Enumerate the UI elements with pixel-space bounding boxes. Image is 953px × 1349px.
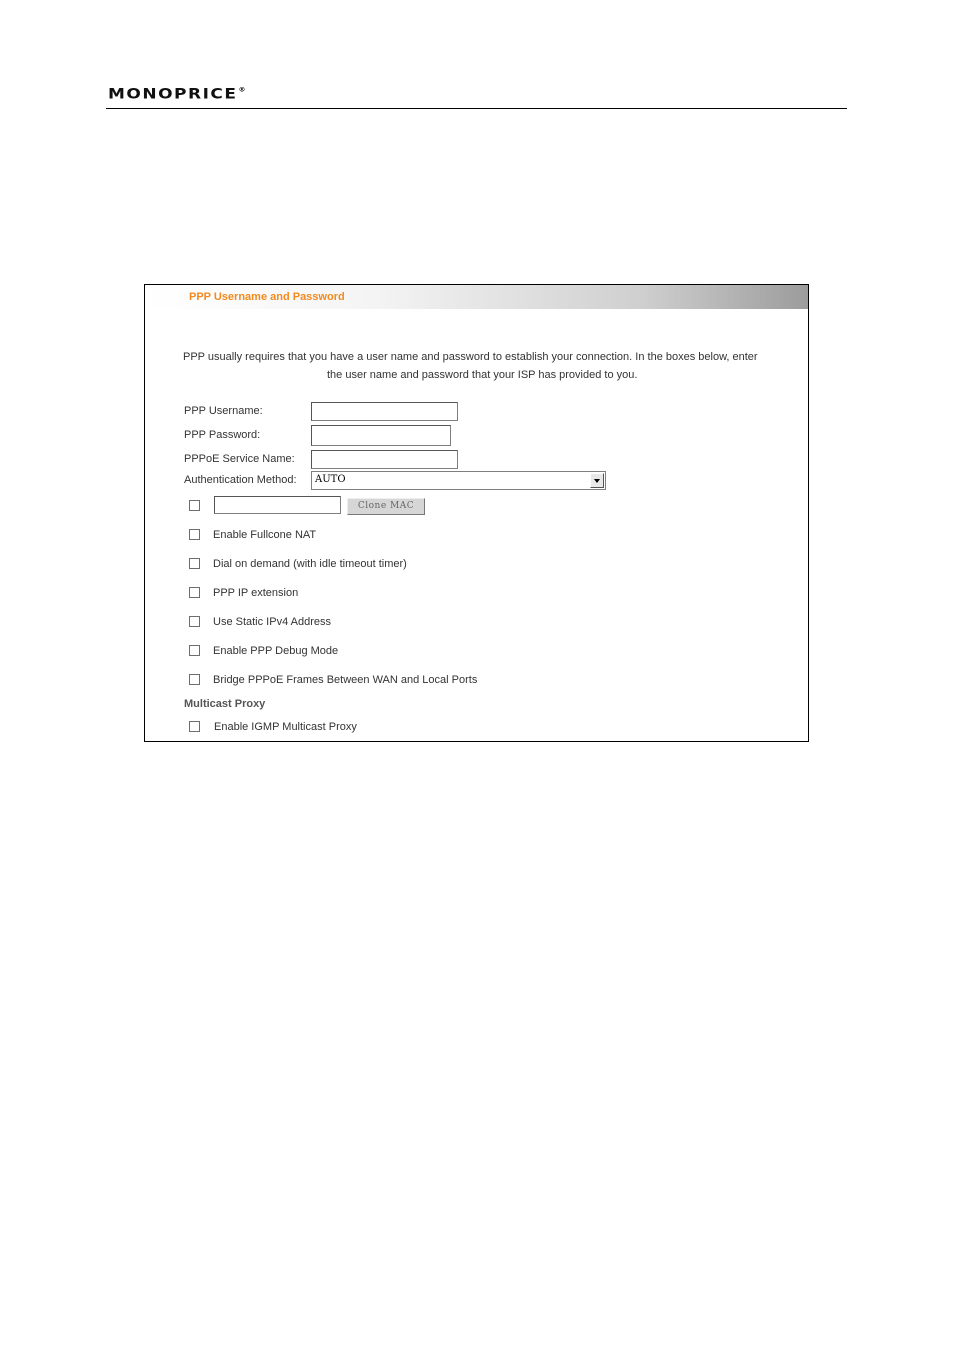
logo bbox=[108, 86, 245, 102]
panel-header bbox=[145, 285, 808, 309]
password-input[interactable] bbox=[311, 425, 451, 446]
username-label: PPP Username: bbox=[184, 405, 263, 417]
fullcone-nat-checkbox[interactable] bbox=[189, 529, 200, 540]
dial-on-demand-checkbox[interactable] bbox=[189, 558, 200, 569]
dial-on-demand-label: Dial on demand (with idle timeout timer) bbox=[213, 558, 407, 570]
ppp-debug-checkbox[interactable] bbox=[189, 645, 200, 656]
mac-address-input[interactable] bbox=[214, 496, 341, 514]
static-ipv4-label: Use Static IPv4 Address bbox=[213, 616, 331, 628]
logo-text: MONOPRICE bbox=[108, 86, 238, 103]
username-input[interactable] bbox=[311, 402, 458, 421]
header-divider bbox=[106, 108, 847, 109]
clone-mac-button[interactable]: Clone MAC bbox=[347, 498, 425, 515]
multicast-section-title: Multicast Proxy bbox=[184, 698, 266, 710]
intro-line-1: PPP usually requires that you have a user name and password to establish your connection. In the boxes below, enter bbox=[183, 351, 758, 363]
ppp-debug-label: Enable PPP Debug Mode bbox=[213, 645, 339, 657]
service-name-input[interactable] bbox=[311, 450, 458, 469]
bridge-pppoe-label: Bridge PPPoE Frames Between WAN and Local Ports bbox=[213, 674, 478, 686]
registered-mark: ® bbox=[238, 86, 246, 94]
fullcone-nat-label: Enable Fullcone NAT bbox=[213, 529, 317, 541]
igmp-proxy-checkbox[interactable] bbox=[189, 721, 200, 732]
auth-method-select[interactable] bbox=[311, 471, 606, 490]
auth-method-label: Authentication Method: bbox=[184, 474, 297, 486]
static-ipv4-checkbox[interactable] bbox=[189, 616, 200, 627]
chevron-down-icon[interactable] bbox=[590, 473, 604, 488]
bridge-pppoe-checkbox[interactable] bbox=[189, 674, 200, 685]
auth-method-value: AUTO bbox=[315, 474, 346, 485]
igmp-proxy-label: Enable IGMP Multicast Proxy bbox=[214, 721, 357, 733]
ppp-ip-extension-checkbox[interactable] bbox=[189, 587, 200, 598]
intro-text bbox=[183, 348, 809, 384]
mac-clone-checkbox[interactable] bbox=[189, 500, 200, 511]
intro-line-2: the user name and password that your ISP has provided to you. bbox=[327, 369, 638, 381]
service-name-label: PPPoE Service Name: bbox=[184, 453, 295, 465]
ppp-settings-panel bbox=[144, 284, 809, 742]
ppp-ip-extension-label: PPP IP extension bbox=[213, 587, 299, 599]
password-label: PPP Password: bbox=[184, 429, 261, 441]
panel-title: PPP Username and Password bbox=[189, 291, 345, 303]
